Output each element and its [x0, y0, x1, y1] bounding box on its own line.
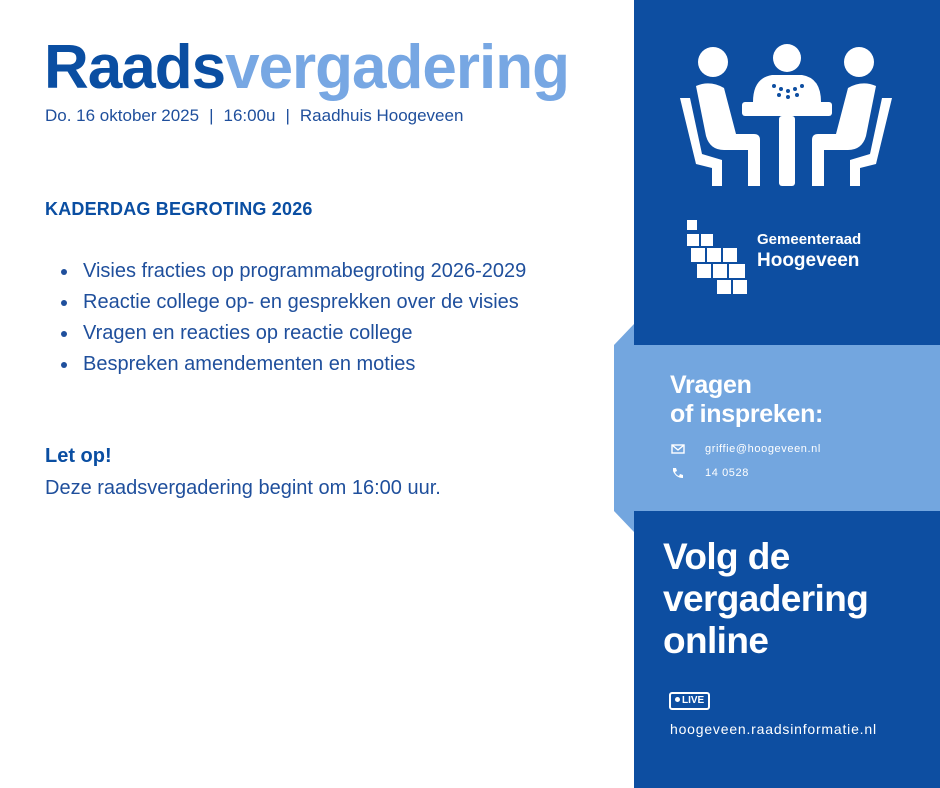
- meta-separator: |: [209, 106, 214, 125]
- agenda-heading: KADERDAG BEGROTING 2026: [45, 199, 313, 219]
- notice-title: Let op!: [45, 445, 112, 467]
- online-line-2: vergadering: [663, 578, 869, 619]
- agenda-item: Bespreken amendementen en moties: [45, 349, 526, 380]
- meeting-table-icon: [680, 42, 892, 192]
- title-part-raads: Raads: [44, 33, 226, 102]
- online-line-3: online: [663, 620, 769, 661]
- agenda-item: Vragen en reacties op reactie college: [45, 318, 526, 349]
- page-title: [44, 28, 569, 108]
- meeting-date: Do. 16 oktober 2025: [45, 106, 200, 125]
- stream-url-link[interactable]: hoogeveen.raadsinformatie.nl: [670, 721, 877, 737]
- meeting-details: [45, 106, 463, 126]
- contact-email[interactable]: griffie@hoogeveen.nl: [705, 443, 821, 455]
- contact-title-line-1: Vragen: [670, 371, 752, 399]
- contact-phone[interactable]: 14 0528: [705, 467, 749, 479]
- live-badge: [669, 692, 710, 710]
- contact-title: [670, 371, 823, 429]
- agenda-item: Visies fracties op programmabegroting 2026-2029: [45, 256, 526, 287]
- logo-line-2: Hoogeveen: [757, 250, 860, 271]
- meeting-time: 16:00u: [223, 106, 276, 125]
- online-line-1: Volg de: [663, 536, 790, 577]
- meeting-location: Raadhuis Hoogeveen: [299, 106, 464, 125]
- band-corner: [614, 324, 634, 345]
- title-part-vergadering: vergadering: [225, 33, 569, 102]
- meta-separator: |: [285, 106, 290, 125]
- band-corner: [614, 511, 634, 532]
- live-dot-icon: [675, 697, 680, 702]
- live-label: LIVE: [682, 695, 705, 706]
- hoogeveen-logo-icon: [687, 220, 749, 298]
- contact-phone-row[interactable]: [671, 467, 749, 479]
- logo-line-1: Gemeenteraad: [757, 231, 862, 248]
- agenda-item: Reactie college op- en gesprekken over de visies: [45, 287, 526, 318]
- mail-icon: [671, 443, 685, 455]
- contact-title-line-2: of inspreken:: [670, 400, 824, 428]
- notice-text: Deze raadsvergadering begint om 16:00 uur.: [45, 477, 441, 499]
- contact-email-row[interactable]: [671, 443, 821, 455]
- agenda-list: [45, 256, 526, 380]
- phone-icon: [671, 467, 685, 479]
- online-heading: [663, 536, 868, 662]
